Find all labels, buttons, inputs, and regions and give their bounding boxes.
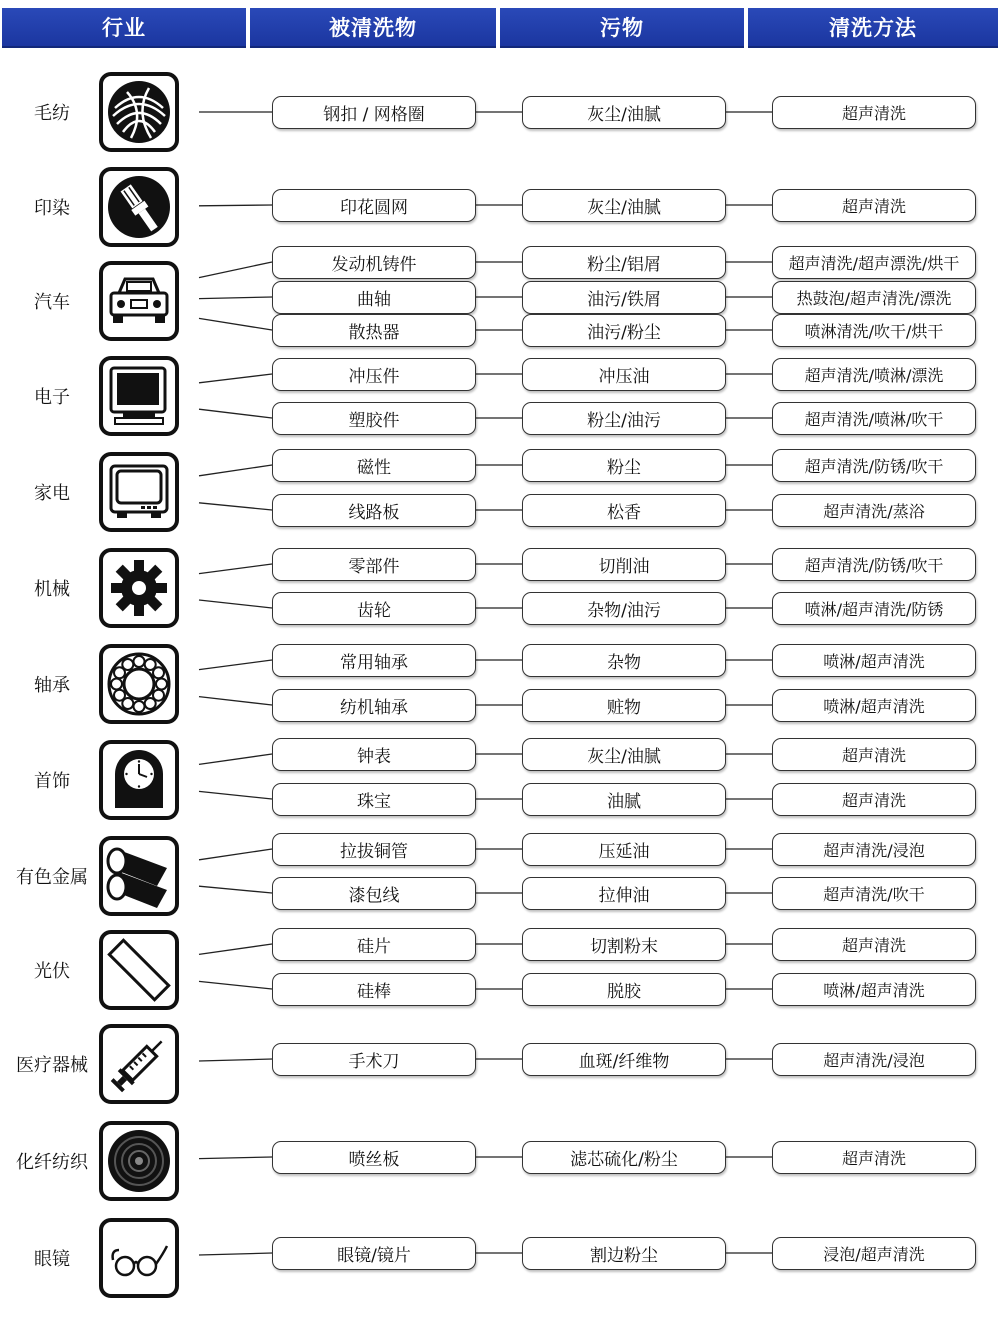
dirt-box: 拉伸油 — [522, 877, 726, 910]
cleaning-method-box: 超声清洗 — [772, 1141, 976, 1174]
cleaning-method-box: 超声清洗 — [772, 96, 976, 129]
industry-label: 光伏 — [34, 961, 70, 982]
industry-label: 毛纺 — [34, 103, 70, 124]
cleaned-object-box: 拉拔铜管 — [272, 833, 476, 866]
silicon-wafer-icon — [99, 930, 179, 1010]
cleaning-method-box: 浸泡/超声清洗 — [772, 1237, 976, 1270]
cleaning-method-box: 超声清洗/蒸浴 — [772, 494, 976, 527]
cleaned-object-box: 硅片 — [272, 928, 476, 961]
cleaned-object-box: 硅棒 — [272, 973, 476, 1006]
cleaned-object-box: 磁性 — [272, 449, 476, 482]
cleaned-object-box: 零部件 — [272, 548, 476, 581]
cleaned-object-box: 眼镜/镜片 — [272, 1237, 476, 1270]
dirt-box: 松香 — [522, 494, 726, 527]
industry-label: 眼镜 — [34, 1249, 70, 1270]
dirt-box: 切割粉末 — [522, 928, 726, 961]
paint-brush-icon — [99, 167, 179, 247]
connector-line — [199, 660, 272, 670]
cleaning-method-box: 超声清洗/防锈/吹干 — [772, 449, 976, 482]
cleaned-object-box: 钟表 — [272, 738, 476, 771]
copper-tube-icon — [99, 836, 179, 916]
industry-label: 医疗器械 — [16, 1055, 88, 1076]
dirt-box: 压延油 — [522, 833, 726, 866]
industry-label: 有色金属 — [16, 867, 88, 888]
connector-line — [199, 600, 272, 608]
dirt-box: 油污/铁屑 — [522, 281, 726, 314]
dirt-box: 灰尘/油腻 — [522, 96, 726, 129]
connector-line — [199, 503, 272, 510]
cleaning-method-box: 超声清洗/浸泡 — [772, 1043, 976, 1076]
syringe-icon — [99, 1024, 179, 1104]
connector-line — [199, 1253, 272, 1255]
dirt-box: 滤芯硫化/粉尘 — [522, 1141, 726, 1174]
cleaning-method-box: 超声清洗/浸泡 — [772, 833, 976, 866]
connector-line — [199, 1157, 272, 1159]
cleaning-method-box: 超声清洗/喷淋/漂洗 — [772, 358, 976, 391]
cleaning-method-box: 喷淋/超声清洗/防锈 — [772, 592, 976, 625]
car-icon — [99, 261, 179, 341]
dirt-box: 油腻 — [522, 783, 726, 816]
dirt-box: 杂物 — [522, 644, 726, 677]
cleaned-object-box: 散热器 — [272, 314, 476, 347]
gear-icon — [99, 548, 179, 628]
cleaned-object-box: 塑胶件 — [272, 402, 476, 435]
cleaning-method-box: 超声清洗 — [772, 928, 976, 961]
cleaning-method-box: 超声清洗 — [772, 738, 976, 771]
industry-label: 家电 — [34, 483, 70, 504]
connector-line — [199, 318, 272, 330]
industry-label: 首饰 — [34, 771, 70, 792]
cleaned-object-box: 纺机轴承 — [272, 689, 476, 722]
cleaned-object-box: 珠宝 — [272, 783, 476, 816]
header-cleaned-object: 被清洗物 — [250, 8, 496, 48]
connector-line — [199, 944, 272, 954]
bearing-icon — [99, 644, 179, 724]
cleaning-method-box: 喷淋/超声清洗 — [772, 644, 976, 677]
computer-monitor-icon — [99, 356, 179, 436]
connector-line — [199, 791, 272, 799]
cleaned-object-box: 曲轴 — [272, 281, 476, 314]
cleaning-method-box: 喷淋/超声清洗 — [772, 689, 976, 722]
industry-label: 电子 — [34, 387, 70, 408]
industry-label: 化纤纺织 — [16, 1152, 88, 1173]
cleaned-object-box: 钢扣 / 网格圈 — [272, 96, 476, 129]
connector-line — [199, 564, 272, 574]
cleaning-method-box: 喷淋清洗/吹干/烘干 — [772, 314, 976, 347]
header-dirt: 污物 — [500, 8, 744, 48]
cleaned-object-box: 印花圆网 — [272, 189, 476, 222]
header-industry: 行业 — [2, 8, 246, 48]
dirt-box: 灰尘/油腻 — [522, 189, 726, 222]
industry-label: 轴承 — [34, 675, 70, 696]
cleaned-object-box: 漆包线 — [272, 877, 476, 910]
cleaning-method-box: 超声清洗 — [772, 783, 976, 816]
connector-line — [199, 754, 272, 764]
dirt-box: 冲压油 — [522, 358, 726, 391]
spinneret-icon — [99, 1121, 179, 1201]
cleaned-object-box: 手术刀 — [272, 1043, 476, 1076]
connector-line — [199, 697, 272, 705]
connector-line — [199, 409, 272, 418]
cleaned-object-box: 喷丝板 — [272, 1141, 476, 1174]
dirt-box: 赃物 — [522, 689, 726, 722]
cleaning-method-box: 超声清洗/吹干 — [772, 877, 976, 910]
dirt-box: 脱胶 — [522, 973, 726, 1006]
cleaned-object-box: 线路板 — [272, 494, 476, 527]
cleaned-object-box: 齿轮 — [272, 592, 476, 625]
cleaning-method-box: 热鼓泡/超声清洗/漂洗 — [772, 281, 976, 314]
cleaning-method-box: 超声清洗/防锈/吹干 — [772, 548, 976, 581]
connector-line — [199, 205, 272, 206]
connector-line — [199, 297, 272, 299]
dirt-box: 血斑/纤维物 — [522, 1043, 726, 1076]
connector-line — [199, 981, 272, 989]
connector-line — [199, 374, 272, 383]
dirt-box: 杂物/油污 — [522, 592, 726, 625]
wool-fiber-icon — [99, 72, 179, 152]
cleaning-method-box: 超声清洗/喷淋/吹干 — [772, 402, 976, 435]
cleaned-object-box: 冲压件 — [272, 358, 476, 391]
industry-label: 印染 — [34, 198, 70, 219]
dirt-box: 切削油 — [522, 548, 726, 581]
header-cleaning-method: 清洗方法 — [748, 8, 998, 48]
connector-line — [199, 262, 272, 278]
television-icon — [99, 452, 179, 532]
cleaned-object-box: 常用轴承 — [272, 644, 476, 677]
dirt-box: 粉尘/铝屑 — [522, 246, 726, 279]
dirt-box: 灰尘/油腻 — [522, 738, 726, 771]
dirt-box: 割边粉尘 — [522, 1237, 726, 1270]
dirt-box: 粉尘 — [522, 449, 726, 482]
industry-label: 汽车 — [34, 292, 70, 313]
cleaning-method-box: 超声清洗/超声漂洗/烘干 — [772, 246, 976, 279]
cleaned-object-box: 发动机铸件 — [272, 246, 476, 279]
connector-line — [199, 465, 272, 476]
connector-line — [199, 886, 272, 893]
eyeglasses-icon — [99, 1218, 179, 1298]
cleaning-method-box: 喷淋/超声清洗 — [772, 973, 976, 1006]
connector-line — [199, 849, 272, 860]
industry-label: 机械 — [34, 579, 70, 600]
clock-icon — [99, 740, 179, 820]
dirt-box: 油污/粉尘 — [522, 314, 726, 347]
dirt-box: 粉尘/油污 — [522, 402, 726, 435]
connector-line — [199, 1059, 272, 1061]
cleaning-method-box: 超声清洗 — [772, 189, 976, 222]
